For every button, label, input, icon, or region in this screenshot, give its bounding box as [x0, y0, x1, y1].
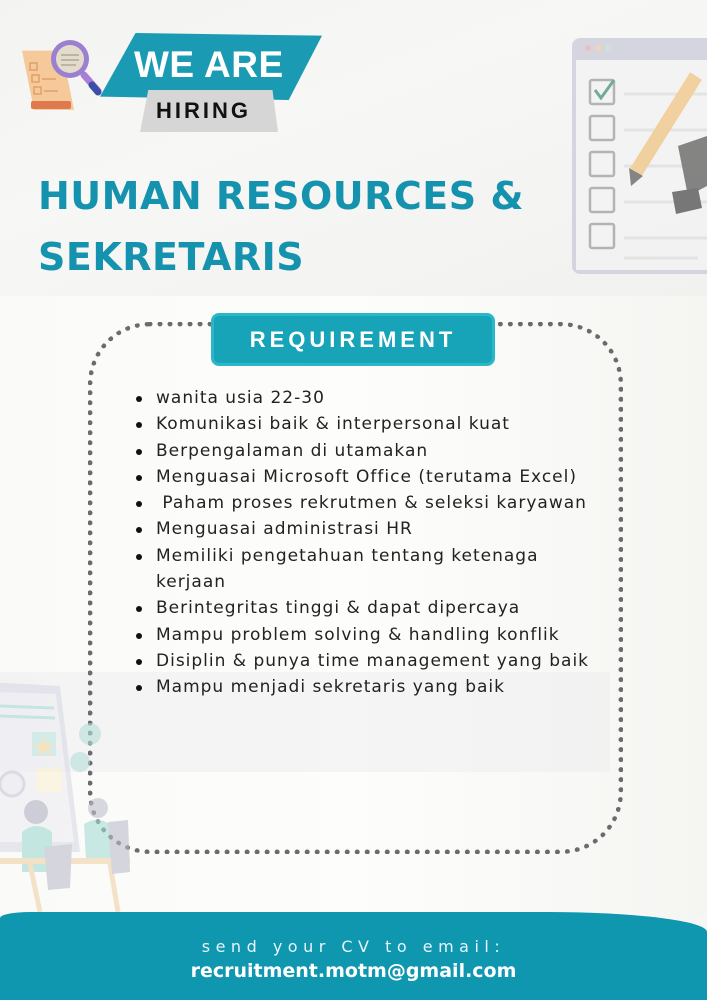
requirement-heading: REQUIREMENT: [249, 326, 457, 352]
requirement-item: Disiplin & punya time management yang baik: [133, 648, 603, 674]
contact-footer: [0, 912, 707, 1000]
contact-label: send your CV to email:: [201, 937, 506, 956]
requirement-item: Menguasai administrasi HR: [133, 516, 603, 542]
requirement-item: Berpengalaman di utamakan: [133, 438, 603, 464]
requirement-item: Memiliki pengetahuan tentang ketenaga kerjaan: [133, 543, 603, 596]
requirement-item: Berintegritas tinggi & dapat dipercaya: [133, 595, 603, 621]
requirement-item: Menguasai Microsoft Office (terutama Excel): [133, 464, 603, 490]
job-title: [38, 166, 558, 288]
job-title-line-2: SEKRETARIS: [38, 235, 305, 279]
requirement-item: Mampu problem solving & handling konflik: [133, 622, 603, 648]
contact-email[interactable]: recruitment.motm@gmail.com: [190, 960, 517, 982]
checklist-pencil-illustration: [568, 36, 707, 278]
requirement-item: wanita usia 22-30: [133, 385, 603, 411]
requirement-list: [133, 385, 603, 701]
hiring-label: HIRING: [156, 98, 251, 123]
we-are-label: WE ARE: [134, 44, 284, 85]
magnifier-checklist-icon: [18, 35, 103, 115]
requirement-item: Komunikasi baik & interpersonal kuat: [133, 411, 603, 437]
requirement-item: Mampu menjadi sekretaris yang baik: [133, 674, 603, 700]
requirement-item: Paham proses rekrutmen & seleksi karyawan: [133, 490, 603, 516]
job-title-line-1: HUMAN RESOURCES &: [38, 174, 525, 218]
team-meeting-illustration: [0, 672, 135, 912]
requirement-heading-badge: [211, 313, 495, 366]
